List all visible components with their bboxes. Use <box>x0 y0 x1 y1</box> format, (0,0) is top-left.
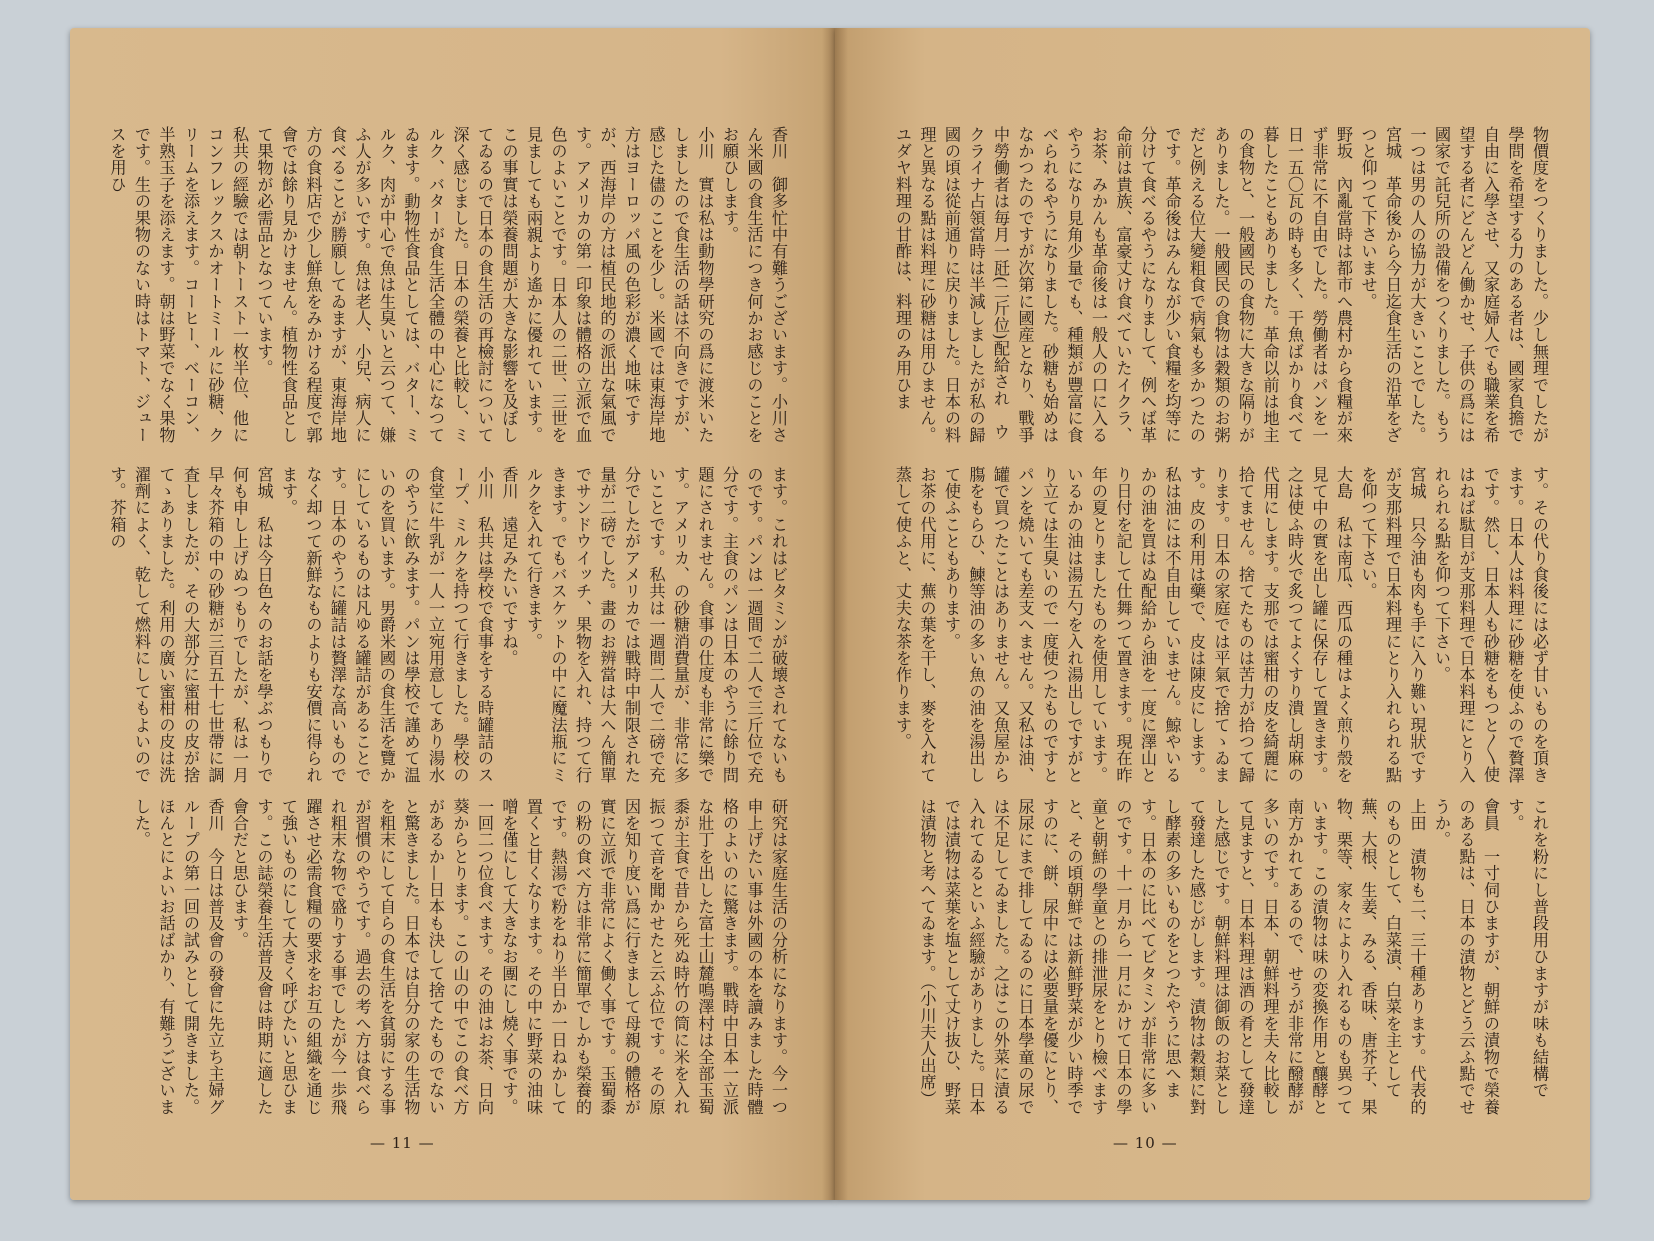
left-page-middle-text: ます。これはビタミンが破壊されてないものです。パンは一週間で二人で三斤位で充分です。主食のパンは日本のやうに餘り問題にされません。食事の仕度も非常に樂です。アメリカ、の砂糖消費量が、非常に多いことです。私共は一週間二人で二磅で充分でしたがアメリカでは戰時中制限された量が二磅でした。畫のお辨當は大へん簡單でサンドウイッチ、果物を入れ、持つて行きます。でもバスケットの中に魔法瓶にミルクを入れて行きます。 香川 遠足みたいですね。 小川 私共は學校で食事をする時罐詰のスープ、ミルクを持つて行きました。學校の食堂に牛乳が一人一立宛用意してあり湯水のやうに飲みます。パンは學校で謹めて温いのを買います。男爵米國の食生活を覽かにしているものは凡ゆる罐詰があることです。日本のやうに罐詰は贅澤な高いものでなく却つて新鮮なものよりも安價に得られます。 宮城 私は今日色々のお話を學ぶつもりで何も申し上げぬつもりでしたが、私は一月早々芥箱の中の砂糖が三百五十七世帶に調査しましたが、その大部分に蜜柑の皮が捨てゝありました。利用の廣い蜜柑の皮は洗濯劑によく、乾して燃料にしてもよいのです。芥箱の <box>108 466 788 784</box>
left-page-number: — 11 — <box>370 1134 435 1152</box>
right-page-number: — 10 — <box>1113 1134 1178 1152</box>
right-page-middle-text: す。その代り食後には必ず甘いものを頂きます。日本人は料理に砂糖を使ふので贅澤です。然し、日本人も砂糖をもつと〳〵使はねば駄目が支那料理で日本料理にとり入れられる點を仰つて下さい。 宮城 只今油も肉も手に入り難い現狀ですが支那料理で日本料理にとり入れられる點を仰つて下さい。 大島 私は南瓜、西瓜の種はよく煎り殼を見て中の實を出し罐に保存して置きます。之は使ふ時火で炙つてよくすり潰し胡麻の代用にします。支那では蜜柑の皮を綺麗に拾てません。捨てたものは苦力が拾つて歸ります。日本の家庭では平氣で捨てゝゐます。皮の利用は藥で、皮は陳皮にします。私は油には不自由していません。鯨やいるかの油を買はぬ配給から油を一度に澤山とり日付を記して仕舞つて置きます。現在昨年の夏とりましたものを使用しています。いるかの油は湯五勺を入れ湯出しですがとり立ては生臭いので一度使つたものですとパンを燒いても差支へません。又私は油、罐で買つたことはありません。又魚屋から膓をもらひ、鰊等油の多い魚の油を湯出して使ふこともあります。 お茶の代用に、蕪の葉を干し、麥を入れて蒸して使ふと、丈夫な茶を作ります。 <box>893 466 1549 784</box>
left-page-top-text: 香川 御多忙中有難うございます。小川さん米國の食生活につき何かお感じのことをお願ひします。 小川 實は私は動物學研究の爲に渡米いたしましたので食生活の話は不向きですが、感じた儘のことを少し。米國では東海岸地方はヨーロッパ風の色彩が濃く地味ですが、西海岸の方は植民地的の派出な氣風です。アメリカの第一印象は體格の立派で血色のよいことです。日本人の二世、三世を見ましても兩親より遙かに優れています。この事實は榮養問題が大きな影響を及ぼしてゐるので日本の食生活の再檢討について深く感じました。日本の榮養と比較し、ミルク、バターが食生活全體の中心になつてゐます。動物性食品としては、バター、ミルク、肉が中心で魚は生臭いと云つて、嫌ふ人が多いです。魚は老人、小兒、病人に食べることが勝願してゐますが、東海岸地方の食料店で少し鮮魚をみかける程度で郭會では餘り見かけません。植物性食品として果物が必需品となつています。 私共の經驗では朝トースト一枚半位、他にコンフレックスかオートミールに砂糖、クリームを添えます。コーヒー、ベーコン、半熟玉子を添えます。朝は野菜でなく果物です。生の果物のない時はトマト、ジュースを用ひ <box>108 126 788 444</box>
right-page-bottom-text: これを粉にし普段用ひますが味も結構です。 會員 一寸伺ひますが、朝鮮の漬物で榮養のある點は、日本の漬物とどう云ふ點でせうか。 上田 漬物も二、三十種あります。代表的のものとして、白菜漬、白菜を主として蕪、大根、生姜、みる、香味、唐芥子、果物、栗等、家々により入れるものも異つています。この漬物は味の変換作用と釀酵と南方かれてあるので、せうが非常に醱酵が多いのです。日本、朝鮮料理を夫々比較して見ますと、日本料理は酒の肴として發達した感じです。朝鮮料理は御飯のお菜として發達した感じがします。漬物は穀類に對し酵素の多いものをとつたやうに思へます。日本のに比べてビタミンが非常に多いのです。十一月から一月にかけて日本の學童と朝鮮の學童との排泄尿をとり檢べますと、その頃朝鮮では新鮮野菜が少い時季ですのに、餅、尿中には必要量を優にとり、尿尿にまで排してゐるのに日本學童の尿では不足してゐました。之はこの外菜に漬る入れてゐるといふ經驗がありました。日本では漬物は菜葉を塩として丈け抜ひ、野菜は漬物と考へてゐます。（小川夫人出席） <box>917 798 1549 1116</box>
booklet-spread <box>70 28 1590 1200</box>
right-page-top-text: 物價度をつくりました。少し無理でしたが學問を希望する力のある者は、國家負擔で自由に入學させ、又家庭婦人でも職業を希望する者にどんどん働かせ、子供の爲には國家で託兒所の設備をつくりました。もう一つは男の人の協力が大きいことでした。 宮城 革命後から今日迄食生活の沿革をざつと仰つて下さいませ。 野坂 內亂當時は都市へ農村から食糧が來ず非常に不自由でした。勞働者はパンを一日一五〇瓦の時も多く、干魚ばかり食べて暮したこともありました。革命以前は地主の食物と、一般國民の食物に大きな隔りがありました。一般國民の食物は穀類のお粥だと例える位大變粗食で病氣も多かつたのです。革命後はみんなが少い食糧を均等に分けて食べるやうになりまして、例へば革命前は貴族、富豪丈け食べていたイクラ、お茶、みかんも革命後は一般人の口に入るやうになり見角少量でも、種類が豐富に食べられるやうになりました。砂糖も始めはなかつたのですが次第に國産となり、戰爭中勞働者は毎月一瓩(二斤位)配給され ウクライナ占領當時は半減しましたが私の歸國の頃は從前通りに戻りました。日本の料理と異なる點は料理に砂糖は用ひません。ユダヤ料理の甘酢は、料理のみ用ひま <box>893 126 1549 444</box>
right-page <box>835 28 1590 1200</box>
left-page-bottom-text: 研究は家庭生活の分析になります。今一つ申上げたい事は外國の本を讀みました時體格のよいのに驚きます。戰時中日本一立派な壯丁を出した富士山麓鳴澤村は全部玉蜀黍が主食で昔から死ぬ時竹の筒に米を入れ振つて音を聞かせたと云ふ位です。その原因を知り度い爲に行きまして母親の體格が實に立派で非常によく働く事です。玉蜀黍の粉の食べ方は非常に簡單でしかも榮養的です。熱湯で粉をねり半日か一日ねかして置くと甘くなります。その中に野菜の油味噌を僅にして大きなお團にし燒く事です。一回二つ位食べます。その油はお茶、日向葵からとります。この山の中でこの食べ方があるか—日本も決して捨てたものでないと驚きました。日本では自分の家の生活物を粗末にして自らの食生活を貧弱にする事が習慣のやうです。過去の考へ方は食べられ粗末な物で盛りする事でしたが今一歩飛躍させ必需食糧の要求をお互の組織を通じて強いものにして大きく呼びたいと思ひます。この誌榮養生活普及會は時期に適した會合だと思ひます。 香川 今日は普及會の發會に先立ち主婦グループの第一回の試みとして開きました。ほんとによいお話ばかり、有難うございました。 <box>132 798 788 1116</box>
left-page <box>70 28 835 1200</box>
